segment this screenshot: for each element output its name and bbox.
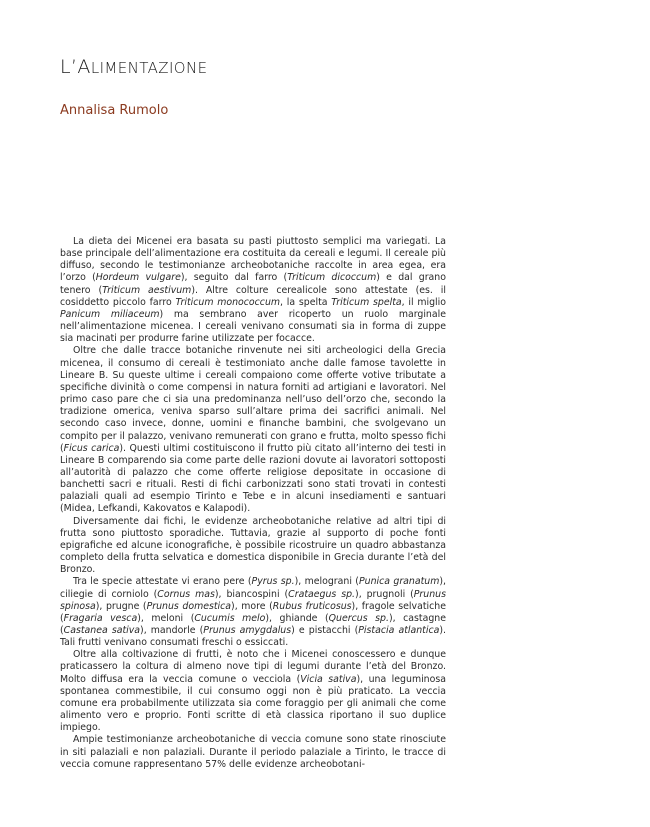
page-title-initial: L’A <box>60 56 91 78</box>
text-run: ), melograni ( <box>294 576 359 588</box>
species-name: Prunus domestica <box>146 600 232 612</box>
text-run: ). Questi ultimi costituiscono il frutto più citato all’interno dei testi in Lineare B comparendo sia come parte delle razioni dovute ai lavoratori sottoposti all’autorità di palazzo che come offerte religiose depositate in occasione di banchetti sacri e rituali. Resti di fichi carbonizzati sono stati trovati in contesti palaziali quali ad esempio Tirinto e Tebe e in alcuni insediamenti e santuari (Midea, Lefkandi, Kakovatos e Kalapodi). <box>60 442 447 515</box>
species-name: Prunus spinosa <box>60 588 446 612</box>
text-run: ), ghiande ( <box>265 612 329 624</box>
text-run: ), meloni ( <box>137 612 195 624</box>
species-name: Ficus carica <box>63 442 120 454</box>
species-name: Cucumis melo <box>194 612 266 624</box>
species-name: Cornus mas <box>157 588 215 600</box>
text-run: , il miglio <box>401 296 446 308</box>
text-run: ), biancospini ( <box>214 588 289 600</box>
text-run: Ampie testimonianze archeobotaniche di veccia comune sono state rinosciute in siti palaziali e non palaziali. Durante il periodo palaziale a Tirinto, le tracce di veccia comune rappresentano 57% delle evidenze archeobotani- <box>60 734 446 770</box>
paragraph <box>60 734 446 770</box>
text-run: ), fragole selvatiche ( <box>60 600 446 624</box>
text-run: ), castagne ( <box>60 612 446 636</box>
paragraph <box>60 516 446 577</box>
text-run: ), more ( <box>231 600 273 612</box>
species-name: Pyrus sp. <box>251 576 295 588</box>
text-run: ), ciliegie di corniolo ( <box>60 576 446 600</box>
species-name: Panicum miliaceum <box>60 308 160 320</box>
text-run: ). Tali frutti venivano consumati freschi o essiccati. <box>60 625 446 649</box>
paragraph <box>60 236 446 345</box>
species-name: Crataegus sp. <box>288 588 356 600</box>
species-name: Fragaria vesca <box>63 612 138 624</box>
species-name: Vicia sativa <box>300 673 357 685</box>
article-body <box>60 236 446 771</box>
text-run: Tra le specie attestate vi erano pere ( <box>73 576 252 588</box>
species-name: Castanea sativa <box>63 625 141 636</box>
paragraph <box>60 345 446 515</box>
text-run: La dieta dei Micenei era basata su pasti piuttosto semplici ma variegati. La base principale dell’alimentazione era costituita da cereali e legumi. Il cereale più diffuso, secondo le testimonianze archeobotaniche raccolte in area egea, era l’orzo ( <box>60 236 446 284</box>
text-run: Diversamente dai fichi, le evidenze archeobotaniche relative ad altri tipi di frutta sono piuttosto sporadiche. Tuttavia, grazie al supporto di poche fonti epigrafiche ed alcune iconografiche, è possibile ricostruire un quadro abbastanza completo della frutta selvatica e domestica disponibile in Grecia durante l’età del Bronzo. <box>60 515 446 576</box>
text-run: ) ma sembrano aver ricoperto un ruolo marginale nell’alimentazione micenea. I cereali venivano consumati sia in forma di zuppe sia macinati per produrre farine utilizzate per focacce. <box>60 308 446 345</box>
species-name: Hordeum vulgare <box>95 272 181 284</box>
species-name: Triticum dicoccum <box>287 272 377 284</box>
species-name: Triticum aestivum <box>102 284 192 296</box>
text-run: ) e dal grano tenero ( <box>60 272 446 296</box>
text-run: Oltre alla coltivazione di frutti, è noto che i Micenei conoscessero e dunque praticassero la coltura di almeno nove tipi di legumi durante l’età del Bronzo. Molto diffusa era la veccia comune o vecciola ( <box>60 649 446 685</box>
author-name: Annalisa Rumolo <box>60 103 169 118</box>
paragraph <box>60 576 446 649</box>
species-name: Prunus amygdalus <box>203 625 292 636</box>
text-run: ) e pistacchi ( <box>291 625 359 636</box>
text-run: ), una leguminosa spontanea commestibile, il cui consumo oggi non è più praticato. La veccia comune era probabilmente utilizzata sia come foraggio per gli animali che come alimento vero e proprio. Fonti scritte di età classica riportano il suo duplice impiego. <box>60 673 446 734</box>
text-run: ), prugne ( <box>95 600 147 612</box>
text-run: ), seguito dal farro ( <box>180 272 288 284</box>
text-run: ), mandorle ( <box>140 625 204 636</box>
species-name: Quercus sp. <box>328 612 389 624</box>
text-run: ), prugnoli ( <box>355 588 414 600</box>
species-name: Triticum monococcum <box>175 296 281 308</box>
text-run: , la spelta <box>280 296 332 308</box>
paragraph <box>60 649 446 734</box>
species-name: Punica granatum <box>358 576 440 588</box>
page-title <box>60 56 208 78</box>
species-name: Rubus fruticosus <box>272 600 352 612</box>
species-name: Pistacia atlantica <box>358 625 440 636</box>
species-name: Triticum spelta <box>331 296 402 308</box>
page-title-rest: LIMENTAZIONE <box>90 59 208 77</box>
text-run: ). Altre colture cerealicole sono attestate (es. il cosiddetto piccolo farro <box>60 284 446 308</box>
text-run: Oltre che dalle tracce botaniche rinvenute nei siti archeologici della Grecia micenea, il consumo di cereali è testimoniato anche dalle famose tavolette in Lineare B. Su queste ultime i cereali compaiono come offerte votive tributate a specifiche divinità o come compensi in natura forniti ad artigiani e lavoratori. Nel primo caso pare che ci sia una predominanza nell’uso dell’orzo che, secondo la tradizione omerica, veniva sparso sull’altare prima dei sacrifici animali. Nel secondo caso invece, donne, uomini e finanche bambini, che svolgevano un compito per il palazzo, venivano remunerati con grano e frutta, molto spesso fichi ( <box>60 345 446 454</box>
